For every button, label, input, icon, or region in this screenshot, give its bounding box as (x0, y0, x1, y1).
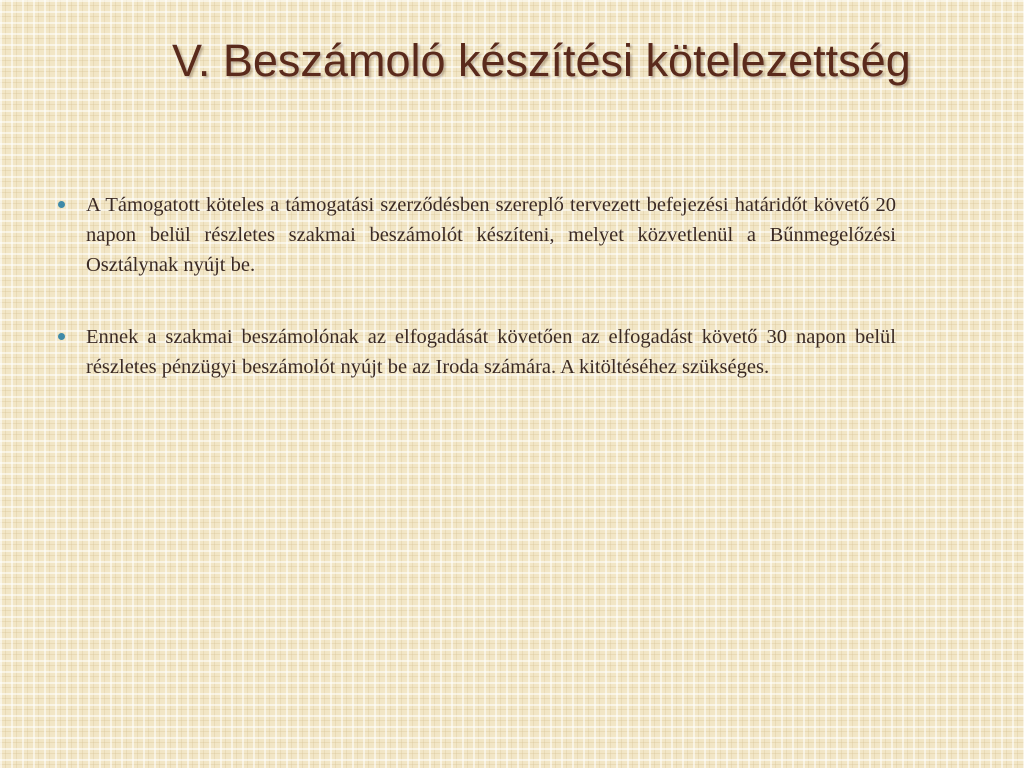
slide-content (58, 190, 896, 424)
bullet-dot-icon (58, 201, 65, 208)
bullet-item-1 (58, 190, 896, 280)
bullet-dot-icon (58, 333, 65, 340)
bullet-list (58, 190, 896, 382)
bullet-text-2: Ennek a szakmai beszámolónak az elfogadását követően az elfogadást követő 30 napon belül részletes pénzügyi beszámolót nyújt be az Iroda számára. A kitöltéséhez szükséges. (86, 326, 896, 378)
bullet-item-2 (58, 322, 896, 382)
bullet-text-1: A Támogatott köteles a támogatási szerződésben szereplő tervezett befejezési határidőt követő 20 napon belül részletes szakmai beszámolót készíteni, melyet közvetlenül a Bűnmegelőzési Osztálynak nyújt be. (86, 194, 896, 276)
slide-title: V. Beszámoló készítési kötelezettség (172, 35, 911, 86)
